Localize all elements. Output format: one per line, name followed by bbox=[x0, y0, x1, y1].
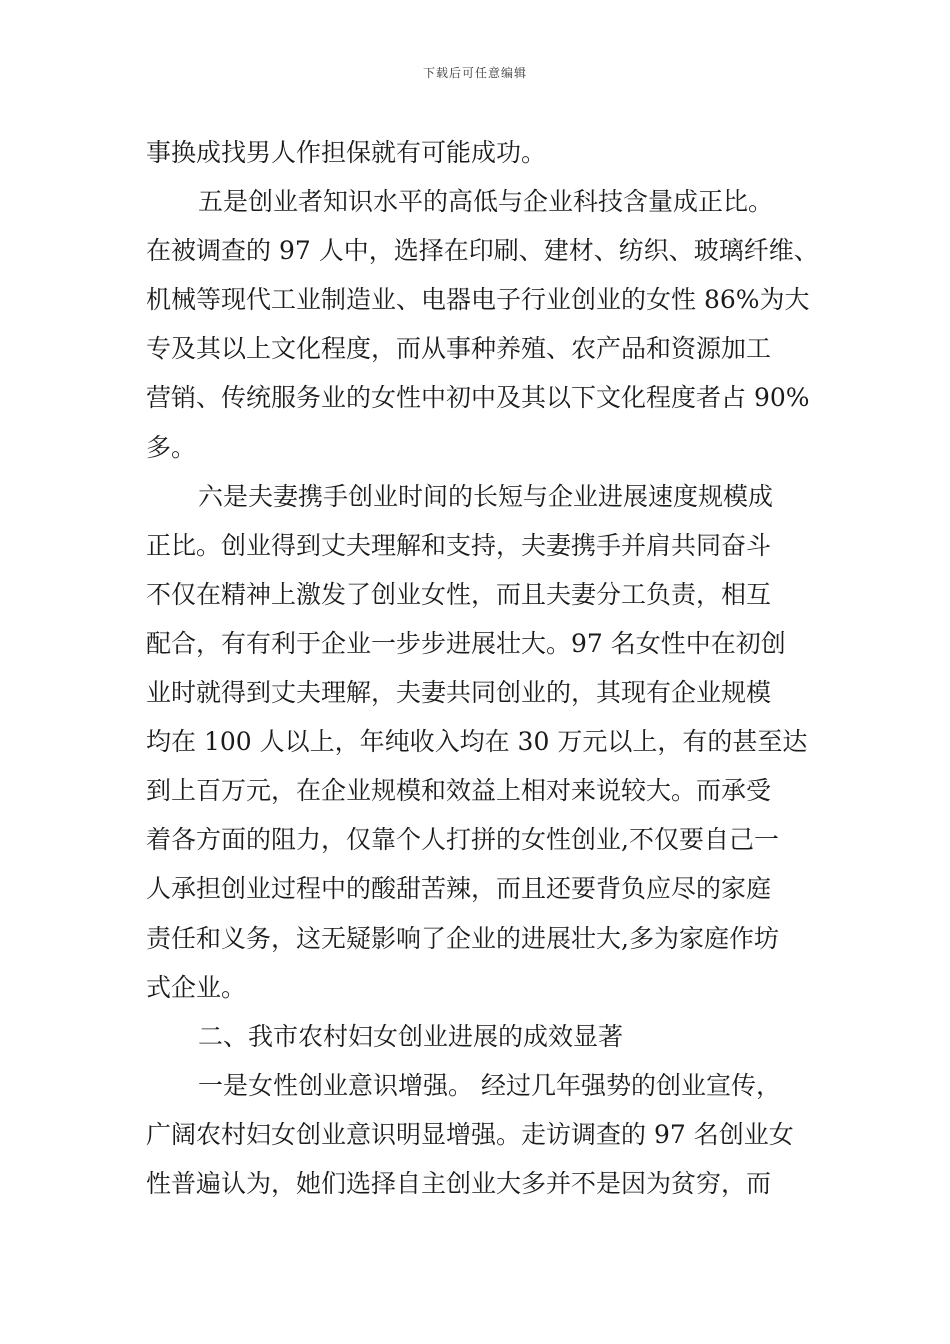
text-line: 一是女性创业意识增强。 经过几年强势的创业宣传， bbox=[198, 1070, 781, 1100]
section-heading: 二、我市农村妇女创业进展的成效显著 bbox=[198, 1021, 624, 1051]
text-line: 到上百万元，在企业规模和效益上相对来说较大。而承受 bbox=[146, 776, 772, 806]
text-line: 机械等现代工业制造业、电器电子行业创业的女性 86%为大 bbox=[146, 285, 810, 315]
text-line: 五是创业者知识水平的高低与企业科技含量成正比。 bbox=[198, 187, 774, 217]
text-line: 均在 100 人以上，年纯收入均在 30 万元以上，有的甚至达 bbox=[146, 727, 808, 757]
text-line: 着各方面的阻力，仅靠个人打拼的女性创业,不仅要自己一 bbox=[146, 825, 779, 855]
text-line: 性普遍认为，她们选择自主创业大多并不是因为贫穷，而 bbox=[146, 1168, 772, 1198]
text-line: 专及其以上文化程度，而从事种养殖、农产品和资源加工 bbox=[146, 334, 772, 364]
text-line: 在被调查的 97 人中，选择在印刷、建材、纺织、玻璃纤维、 bbox=[146, 236, 819, 266]
text-line: 责任和义务，这无疑影响了企业的进展壮大,多为家庭作坊 bbox=[146, 923, 779, 953]
text-line: 事换成找男人作担保就有可能成功。 bbox=[146, 138, 547, 167]
document-body bbox=[146, 128, 819, 1208]
text-line: 不仅在精神上激发了创业女性，而且夫妻分工负责，相互 bbox=[146, 579, 772, 609]
page-header: 下载后可任意编辑 bbox=[422, 66, 527, 80]
text-line: 配合，有有利于企业一步步进展壮大。97 名女性中在初创 bbox=[146, 628, 786, 658]
text-line: 业时就得到丈夫理解，夫妻共同创业的，其现有企业规模 bbox=[146, 678, 772, 708]
text-line: 人承担创业过程中的酸甜苦辣，而且还要背负应尽的家庭 bbox=[146, 874, 772, 904]
text-line: 正比。创业得到丈夫理解和支持，夫妻携手并肩共同奋斗 bbox=[146, 530, 772, 560]
text-line: 营销、传统服务业的女性中初中及其以下文化程度者占 90% bbox=[146, 383, 810, 413]
text-line: 多。 bbox=[146, 432, 197, 462]
text-line: 式企业。 bbox=[146, 972, 247, 1002]
text-line: 广阔农村妇女创业意识明显增强。走访调查的 97 名创业女 bbox=[146, 1119, 794, 1149]
text-line: 六是夫妻携手创业时间的长短与企业进展速度规模成 bbox=[198, 481, 774, 511]
